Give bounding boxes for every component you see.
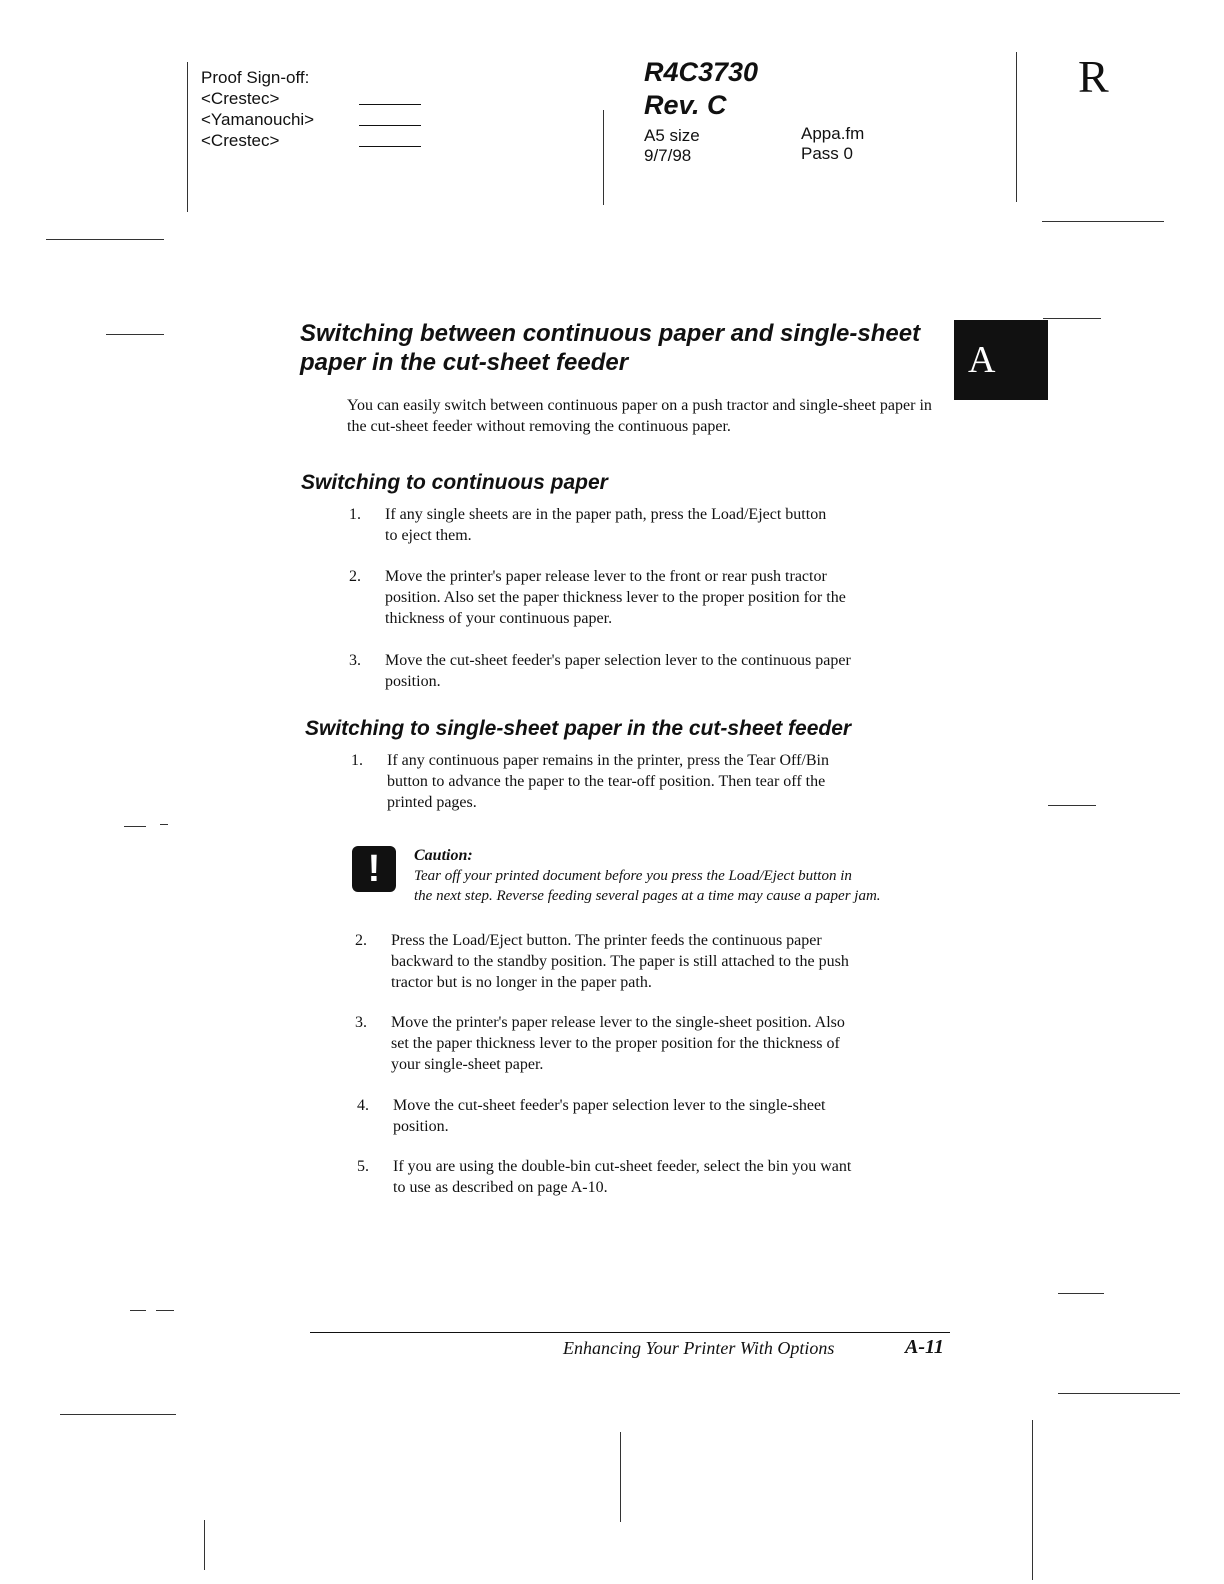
section-tab-letter: A: [968, 339, 996, 381]
crop-mark: [1058, 1293, 1104, 1294]
paper-size: A5 size: [644, 126, 700, 145]
crop-mark: [603, 110, 604, 205]
caution-line: the next step. Reverse feeding several pages at a time may cause a paper jam.: [414, 888, 881, 904]
intro-paragraph: You can easily switch between continuous paper on a push tractor and single-sheet paper in the cut-sheet feeder without removing the continuous paper.: [347, 397, 932, 435]
step-text: position.: [385, 673, 441, 690]
signature-line: [359, 104, 421, 105]
step-text: button to advance the paper to the tear-off position. Then tear off the: [387, 773, 826, 790]
caution-icon: [352, 846, 396, 892]
crop-mark: [106, 334, 164, 335]
step-text: your single-sheet paper.: [391, 1056, 544, 1073]
step-text: tractor but is no longer in the paper path.: [391, 974, 652, 991]
crop-mark: [187, 62, 188, 212]
step-text: position.: [393, 1118, 449, 1135]
crop-mark: [1058, 1393, 1180, 1394]
section-tab: [954, 320, 1048, 400]
step-text: Move the cut-sheet feeder's paper selection lever to the continuous paper: [385, 652, 851, 669]
file-pass-block: [801, 124, 864, 164]
revision: Rev. C: [644, 90, 727, 120]
crop-mark: [160, 824, 168, 825]
exclamation-icon: !: [367, 847, 381, 890]
corner-letter: R: [1078, 51, 1109, 102]
file-name: Appa.fm: [801, 124, 865, 143]
step-text: to use as described on page A-10.: [393, 1179, 608, 1196]
step-text: If any continuous paper remains in the printer, press the Tear Off/Bin: [387, 752, 829, 769]
crop-mark: [156, 1310, 174, 1311]
step-text: set the paper thickness lever to the proper position for the thickness of: [391, 1035, 840, 1052]
step-text: printed pages.: [387, 794, 477, 811]
caution-label: Caution:: [414, 847, 473, 864]
step-text: Move the printer's paper release lever to the single-sheet position. Also: [391, 1014, 845, 1031]
crop-mark: [204, 1520, 205, 1570]
crop-mark: [46, 239, 164, 240]
step-text: Press the Load/Eject button. The printer feeds the continuous paper: [391, 932, 822, 949]
model-block: [644, 56, 758, 122]
step-number: 1.: [349, 506, 361, 523]
crop-mark: [620, 1432, 621, 1522]
signature-line: [359, 146, 421, 147]
step-number: 5.: [357, 1158, 369, 1175]
crop-mark: [60, 1414, 176, 1415]
crop-mark: [1042, 221, 1164, 222]
step-text: Move the printer's paper release lever to the front or rear push tractor: [385, 568, 827, 585]
model-number: R4C3730: [644, 57, 759, 87]
footer-rule: [310, 1332, 950, 1333]
step-number: 3.: [355, 1014, 367, 1031]
crop-mark: [1043, 318, 1101, 319]
step-text: If any single sheets are in the paper path, press the Load/Eject button: [385, 506, 827, 523]
step-number: 2.: [349, 568, 361, 585]
caution-line: Tear off your printed document before you press the Load/Eject button in: [414, 868, 852, 884]
signature-line: [359, 125, 421, 126]
crop-mark: [124, 826, 146, 827]
step-text: If you are using the double-bin cut-sheet feeder, select the bin you want: [393, 1158, 852, 1175]
proof-signoff-block: [201, 67, 314, 151]
step-number: 3.: [349, 652, 361, 669]
crop-mark: [1032, 1420, 1033, 1580]
section-heading: Switching to single-sheet paper in the cut-sheet feeder: [305, 717, 852, 740]
crop-mark: [1048, 805, 1096, 806]
signoff-name: <Crestec>: [201, 131, 280, 150]
step-text: position. Also set the paper thickness lever to the proper position for the: [385, 589, 846, 606]
pass-number: Pass 0: [801, 144, 853, 163]
signoff-name: <Crestec>: [201, 89, 280, 108]
proof-signoff-label: Proof Sign-off:: [201, 68, 310, 87]
step-number: 4.: [357, 1097, 369, 1114]
step-number: 2.: [355, 932, 367, 949]
step-text: to eject them.: [385, 527, 472, 544]
doc-date: 9/7/98: [644, 146, 692, 165]
step-text: backward to the standby position. The paper is still attached to the push: [391, 953, 849, 970]
page-number: A-11: [905, 1336, 944, 1358]
caution-text: [414, 866, 944, 906]
signoff-name: <Yamanouchi>: [201, 110, 315, 129]
footer-chapter: Enhancing Your Printer With Options: [563, 1338, 835, 1358]
page-title: Switching between continuous paper and single-sheet paper in the cut-sheet feeder: [300, 320, 921, 376]
section-heading: Switching to continuous paper: [301, 471, 608, 494]
step-number: 1.: [351, 752, 363, 769]
step-text: Move the cut-sheet feeder's paper selection lever to the single-sheet: [393, 1097, 826, 1114]
size-date-block: [644, 126, 700, 166]
crop-mark: [130, 1310, 146, 1311]
crop-mark: [1016, 52, 1017, 202]
step-text: thickness of your continuous paper.: [385, 610, 613, 627]
